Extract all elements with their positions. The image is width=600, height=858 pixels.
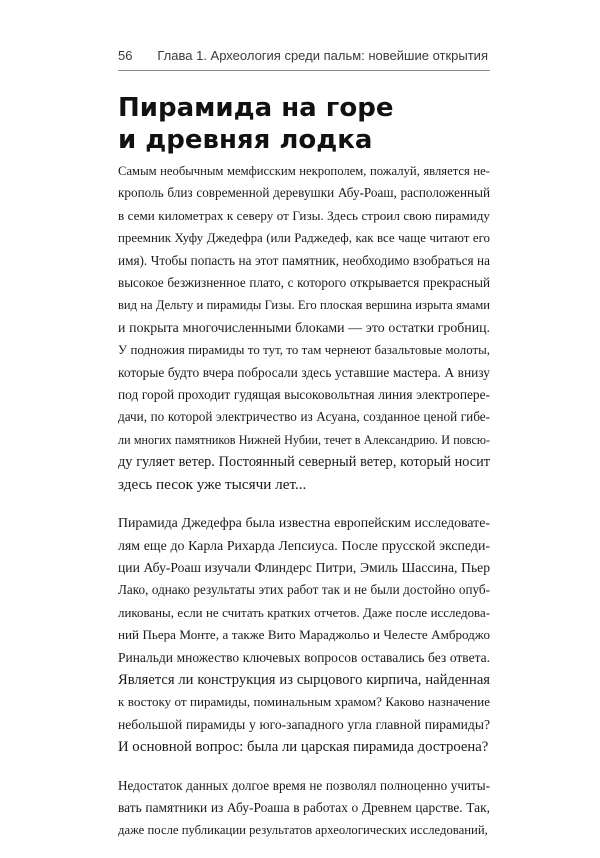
text-line: которые будто вчера побросали здесь уставшие мастера. А внизу — [118, 364, 490, 380]
text-line: ции Абу-Роаш изучали Флиндерс Питри, Эмиль Шассина, Пьер — [118, 559, 490, 575]
text-line: У подножия пирамиды то тут, то там чернеют базальтовые молоты, — [118, 343, 490, 358]
text-line: преемник Хуфу Джедефра (или Раджедеф, как все чаще читают его — [118, 231, 490, 246]
header-rule — [118, 70, 490, 71]
text-line: небольшой пирамиды у юго-западного угла главной пирамиды? — [118, 716, 490, 732]
paragraph — [118, 775, 490, 842]
text-line: под горой проходит гудящая высоковольтная линия электропере- — [118, 387, 490, 403]
text-line: имя). Чтобы попасть на этот памятник, необходимо взобраться на — [118, 252, 490, 268]
text-line: ли многих памятников Нижней Нубии, течет в Александрию. И повсю- — [118, 432, 490, 447]
text-line: ний Пьера Монте, а также Вито Мараджольо и Челесте Амброджо — [118, 627, 490, 643]
text-line: Пирамида Джедефра была известна европейским исследовате- — [118, 515, 490, 531]
text-line: к востоку от пирамиды, поминальным храмом? Каково назначение — [118, 694, 490, 710]
text-line: Ринальди множество ключевых вопросов оставались без ответа. — [118, 649, 490, 665]
paragraph — [118, 512, 490, 758]
text-line: вать памятники из Абу-Роаша в работах о Древнем царстве. Так, — [118, 799, 490, 815]
section-title — [118, 92, 498, 156]
page-header — [118, 48, 488, 72]
paragraph — [118, 160, 490, 496]
text-line: Лако, однако результаты этих работ так и не были достойно опуб- — [118, 582, 490, 598]
text-line: И основной вопрос: была ли царская пирамида достроена? — [118, 739, 489, 756]
section-title-line: и древняя лодка — [118, 125, 373, 155]
text-line: Недостаток данных долгое время не позволял полноценно учиты- — [118, 777, 490, 793]
text-line: Является ли конструкция из сырцового кирпича, найденная — [118, 671, 490, 688]
text-line: здесь песок уже тысячи лет... — [118, 475, 307, 493]
text-line: крополь близ современной деревушки Абу-Роаш, расположенный — [118, 185, 490, 201]
section-title-line: Пирамида на горе — [118, 93, 394, 123]
text-line: ду гуляет ветер. Постоянный северный ветер, который носит — [118, 454, 490, 471]
text-line: дачи, по которой электричество из Асуана, созданное ценой гибе- — [118, 409, 490, 425]
body-text — [118, 160, 490, 858]
text-line: высокое безжизненное плато, с которого открывается прекрасный — [118, 275, 490, 291]
text-line: Самым необычным мемфисским некрополем, пожалуй, является не- — [118, 164, 490, 178]
text-line: и покрыта многочисленными блоками — это остатки гробниц. — [118, 319, 490, 335]
text-line: лям еще до Карла Рихарда Лепсиуса. После прусской экспеди- — [118, 537, 490, 553]
text-line: вид на Дельту и пирамиды Гизы. Его плоская вершина изрыта ямами — [118, 298, 490, 313]
running-head: Глава 1. Археология среди пальм: новейшие открытия — [157, 48, 488, 63]
page-number: 56 — [118, 48, 133, 63]
text-line: в семи километрах к северу от Гизы. Здесь строил свою пирамиду — [118, 207, 490, 223]
text-line: даже после публикации результатов археологических исследований, — [118, 823, 488, 838]
text-line: ликованы, если не считать кратких отчетов. Даже после исследова- — [118, 604, 490, 620]
